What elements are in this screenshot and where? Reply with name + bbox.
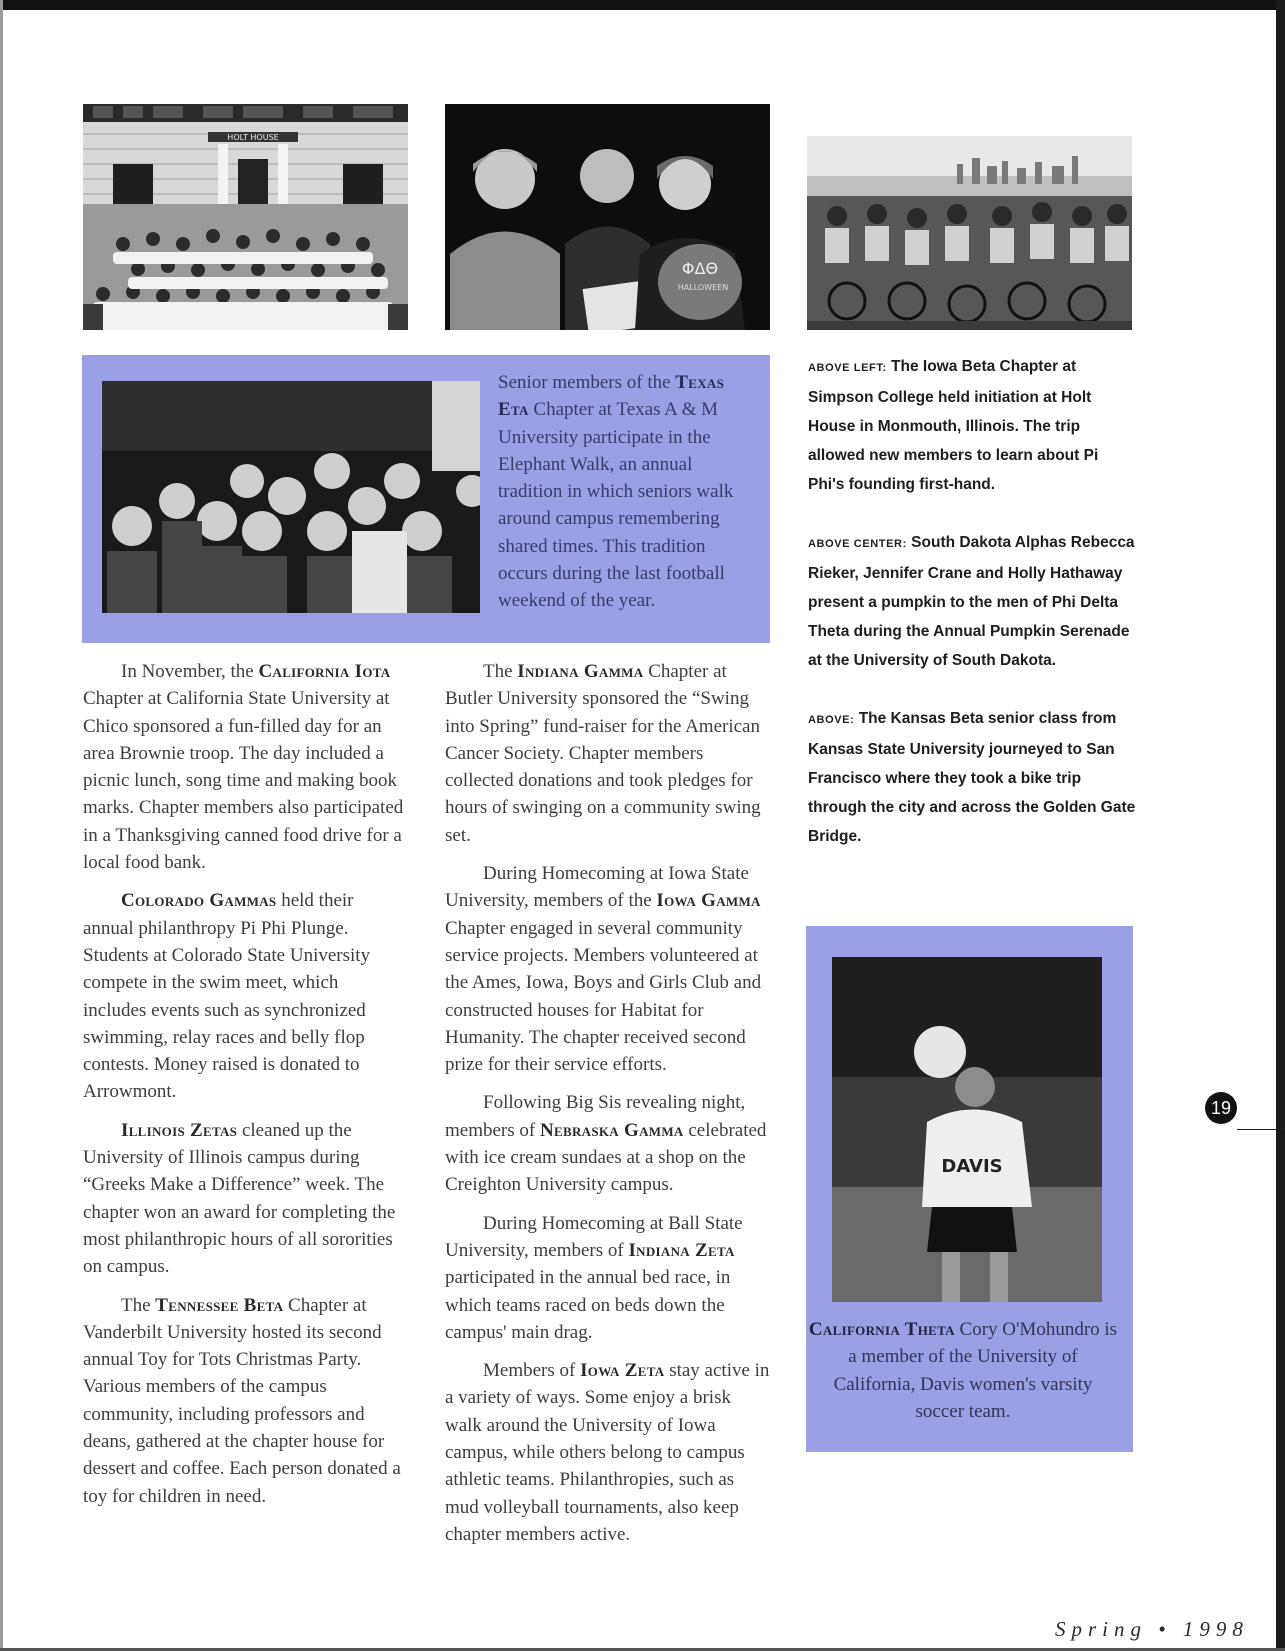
para-text: Following Big Sis revealing night, members of <box>445 1092 746 1141</box>
para-text: The <box>121 1294 156 1316</box>
chapter-name: Indiana Gamma <box>517 661 644 682</box>
chapter-name: Tennessee Beta <box>155 1294 284 1316</box>
photo-elephant-walk <box>102 381 480 613</box>
caption-label: ABOVE LEFT: <box>808 362 887 374</box>
chapter-name: Iowa Zeta <box>580 1360 665 1382</box>
paragraph-california-iota <box>83 658 405 876</box>
scan-border-top <box>0 0 1285 10</box>
para-text: Chapter engaged in several community service projects. Members volunteered at the Ames, Iowa, Boys and Girls Club and constructed houses for Habitat for Humanity. The chapter received second prize for their service efforts. <box>445 917 762 1076</box>
texas-eta-caption <box>498 369 753 615</box>
page-number-rule <box>1237 1129 1285 1130</box>
theta-caption-text: Cory O'Mohundro is a member of the University of California, Davis women's varsity soccer team. <box>833 1319 1118 1422</box>
paragraph-colorado-gammas <box>83 887 405 1105</box>
issue-footer: Spring • 1998 <box>1055 1617 1249 1641</box>
paragraph-iowa-gamma <box>445 860 770 1078</box>
para-text: celebrated with ice cream sundaes at a shop on the Creighton University campus. <box>445 1119 767 1196</box>
california-theta-caption <box>808 1316 1118 1425</box>
caption-text: The Kansas Beta senior class from Kansas State University journeyed to San Francisco where they took a bike trip through the city and across the Golden Gate Bridge. <box>808 710 1136 845</box>
theta-caption-chapter: California Theta <box>808 1319 955 1340</box>
chapter-name: California Iota <box>258 661 391 682</box>
photo-captions-column <box>808 352 1138 880</box>
scan-border-left <box>0 0 3 1651</box>
overlay-caption-before: Senior members of the <box>498 372 676 393</box>
paragraph-tennessee-beta <box>83 1292 405 1510</box>
overlay-caption-chapter: Texas Eta <box>498 372 725 421</box>
photo-pumpkin-serenade <box>445 104 770 330</box>
para-text: During Homecoming at Ball State University, members of <box>445 1212 743 1261</box>
paragraph-nebraska-gamma <box>445 1089 770 1198</box>
photo-holt-house <box>83 104 408 330</box>
para-text: Chapter at Butler University sponsored the “Swing into Spring” fund-raiser for the American Cancer Society. Chapter members collected donations and took pledges for hours of swinging on a community swing set. <box>445 661 761 846</box>
chapter-name: Indiana Zeta <box>628 1239 735 1261</box>
article-column-1 <box>83 658 405 1521</box>
house-sign-text: HOLT HOUSE <box>227 133 279 142</box>
para-text: Members of <box>483 1360 581 1382</box>
para-text: In November, the <box>121 661 259 682</box>
caption-above-center <box>808 528 1138 675</box>
chapter-name: Iowa Gamma <box>656 890 761 912</box>
caption-text: South Dakota Alphas Rebecca Rieker, Jennifer Crane and Holly Hathaway present a pumpkin to the men of Phi Delta Theta during the Annual Pumpkin Serenade at the University of South Dakota. <box>808 534 1135 669</box>
scan-border-right <box>1276 0 1285 1651</box>
caption-label: ABOVE: <box>808 714 855 726</box>
para-text: The <box>483 661 518 682</box>
page-number-badge: 19 <box>1205 1092 1237 1124</box>
paragraph-indiana-zeta <box>445 1210 770 1346</box>
para-text: held their annual philanthropy Pi Phi Plunge. Students at Colorado State University compete in the swim meet, which includes events such as synchronized swimming, relay races and belly flop contests. Money raised is donated to Arrowmont. <box>83 890 371 1103</box>
chapter-name: Illinois Zetas <box>121 1119 238 1141</box>
pumpkin-word: HALLOWEEN <box>677 283 729 292</box>
chapter-name: Colorado Gammas <box>121 890 277 912</box>
paragraph-illinois-zetas <box>83 1117 405 1281</box>
para-text: During Homecoming at Iowa State University, members of the <box>445 863 749 912</box>
paragraph-iowa-zeta <box>445 1357 770 1548</box>
photo-soccer-player <box>832 957 1102 1302</box>
para-text: Chapter at California State University at Chico sponsored a fun-filled day for an area Brownie troop. The day included a picnic lunch, song time and making book marks. Chapter members also participated in a Thanksgiving canned food drive for a local food bank. <box>83 688 404 874</box>
caption-above <box>808 704 1138 851</box>
article-column-2 <box>445 658 770 1559</box>
caption-above-left <box>808 352 1138 499</box>
caption-label: ABOVE CENTER: <box>808 538 907 550</box>
paragraph-indiana-gamma <box>445 658 770 849</box>
para-text: Chapter at Vanderbilt University hosted its second annual Toy for Tots Christmas Party. Various members of the campus community, including professors and deans, gathered at the chapter house for dessert and coffee. Each person donated a toy for children in need. <box>83 1294 401 1507</box>
para-text: stay active in a variety of ways. Some enjoy a brisk walk around the University of Iowa campus, while others belong to campus athletic teams. Philanthropies, such as mud volleyball tournaments, also keep chapter members active. <box>445 1360 770 1545</box>
photo-bike-trip <box>807 136 1132 330</box>
pumpkin-greek-letters: ΦΔΘ <box>681 259 719 278</box>
shirt-text: DAVIS <box>941 1156 1003 1177</box>
caption-text: The Iowa Beta Chapter at Simpson College held initiation at Holt House in Monmouth, Illinois. The trip allowed new members to learn about Pi Phi's founding first-hand. <box>808 358 1099 493</box>
para-text: cleaned up the University of Illinois campus during “Greeks Make a Difference” week. The chapter won an award for completing the most philanthropic hours of all sororities on campus. <box>83 1119 396 1278</box>
chapter-name: Nebraska Gamma <box>539 1119 684 1141</box>
overlay-caption-after: Chapter at Texas A & M University participate in the Elephant Walk, an annual tradition in which seniors walk around campus remembering shared times. This tradition occurs during the last football weekend of the year. <box>498 399 734 612</box>
para-text: participated in the annual bed race, in which teams raced on beds down the campus' main drag. <box>445 1267 731 1343</box>
